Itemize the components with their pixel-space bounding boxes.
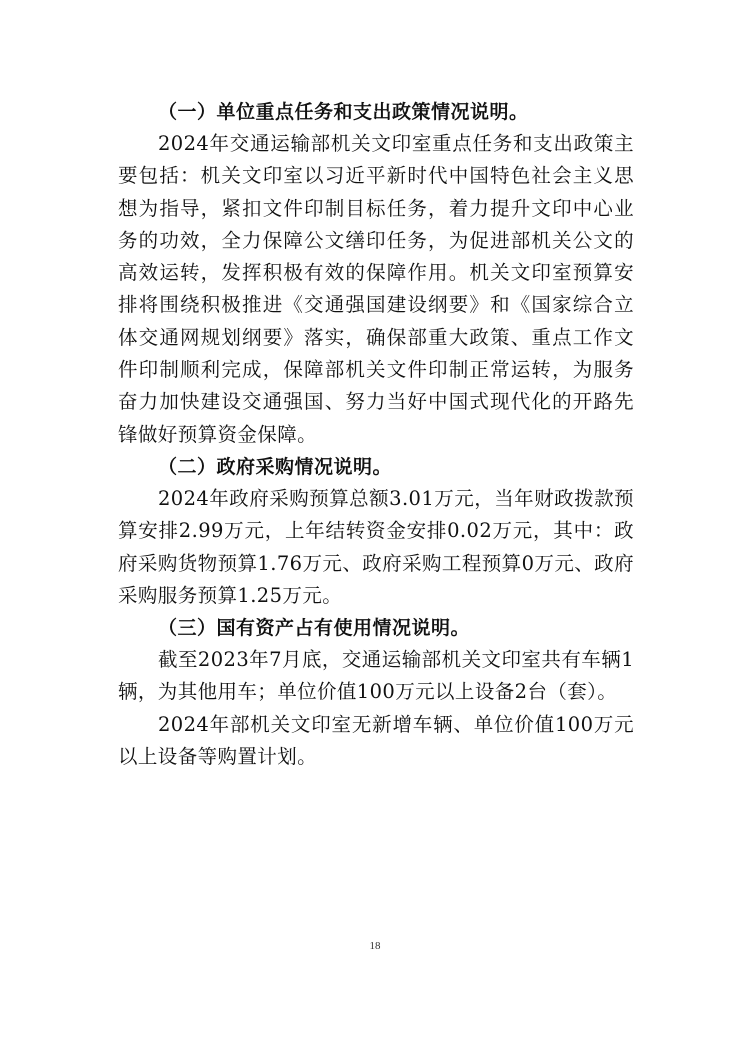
paragraph: 2024年交通运输部机关文印室重点任务和支出政策主要包括：机关文印室以习近平新时代中国特色社会主义思想为指导，紧扣文件印制目标任务，着力提升文印中心业务的功效，全力保障公文缮印任务，为促进部机关公文的高效运转，发挥积极有效的保障作用。机关文印室预算安排将围绕积极推进《交通强国建设纲要》和《国家综合立体交通网规划纲要》落实，确保部重大政策、重点工作文件印制顺利完成，保障部机关文件印制正常运转，为服务奋力加快建设交通强国、努力当好中国式现代化的开路先锋做好预算资金保障。 xyxy=(118,132,634,446)
document-body xyxy=(118,96,634,773)
section-unit-tasks xyxy=(118,96,634,451)
paragraph: 2024年部机关文印室无新增车辆、单位价值100万元以上设备等购置计划。 xyxy=(118,712,634,769)
paragraph: 截至2023年7月底，交通运输部机关文印室共有车辆1辆，为其他用车；单位价值100万元以上设备2台（套）。 xyxy=(118,648,634,704)
section-heading: （三）国有资产占有使用情况说明。 xyxy=(158,617,471,640)
section-state-assets xyxy=(118,612,634,773)
section-heading: （二）政府采购情况说明。 xyxy=(158,455,393,478)
page-number: 18 xyxy=(369,940,381,952)
section-government-procurement xyxy=(118,451,634,612)
paragraph: 2024年政府采购预算总额3.01万元，当年财政拨款预算安排2.99万元，上年结转资金安排0.02万元，其中：政府采购货物预算1.76万元、政府采购工程预算0万元、政府采购服务预算1.25万元。 xyxy=(118,486,634,607)
section-heading: （一）单位重点任务和支出政策情况说明。 xyxy=(158,101,529,123)
